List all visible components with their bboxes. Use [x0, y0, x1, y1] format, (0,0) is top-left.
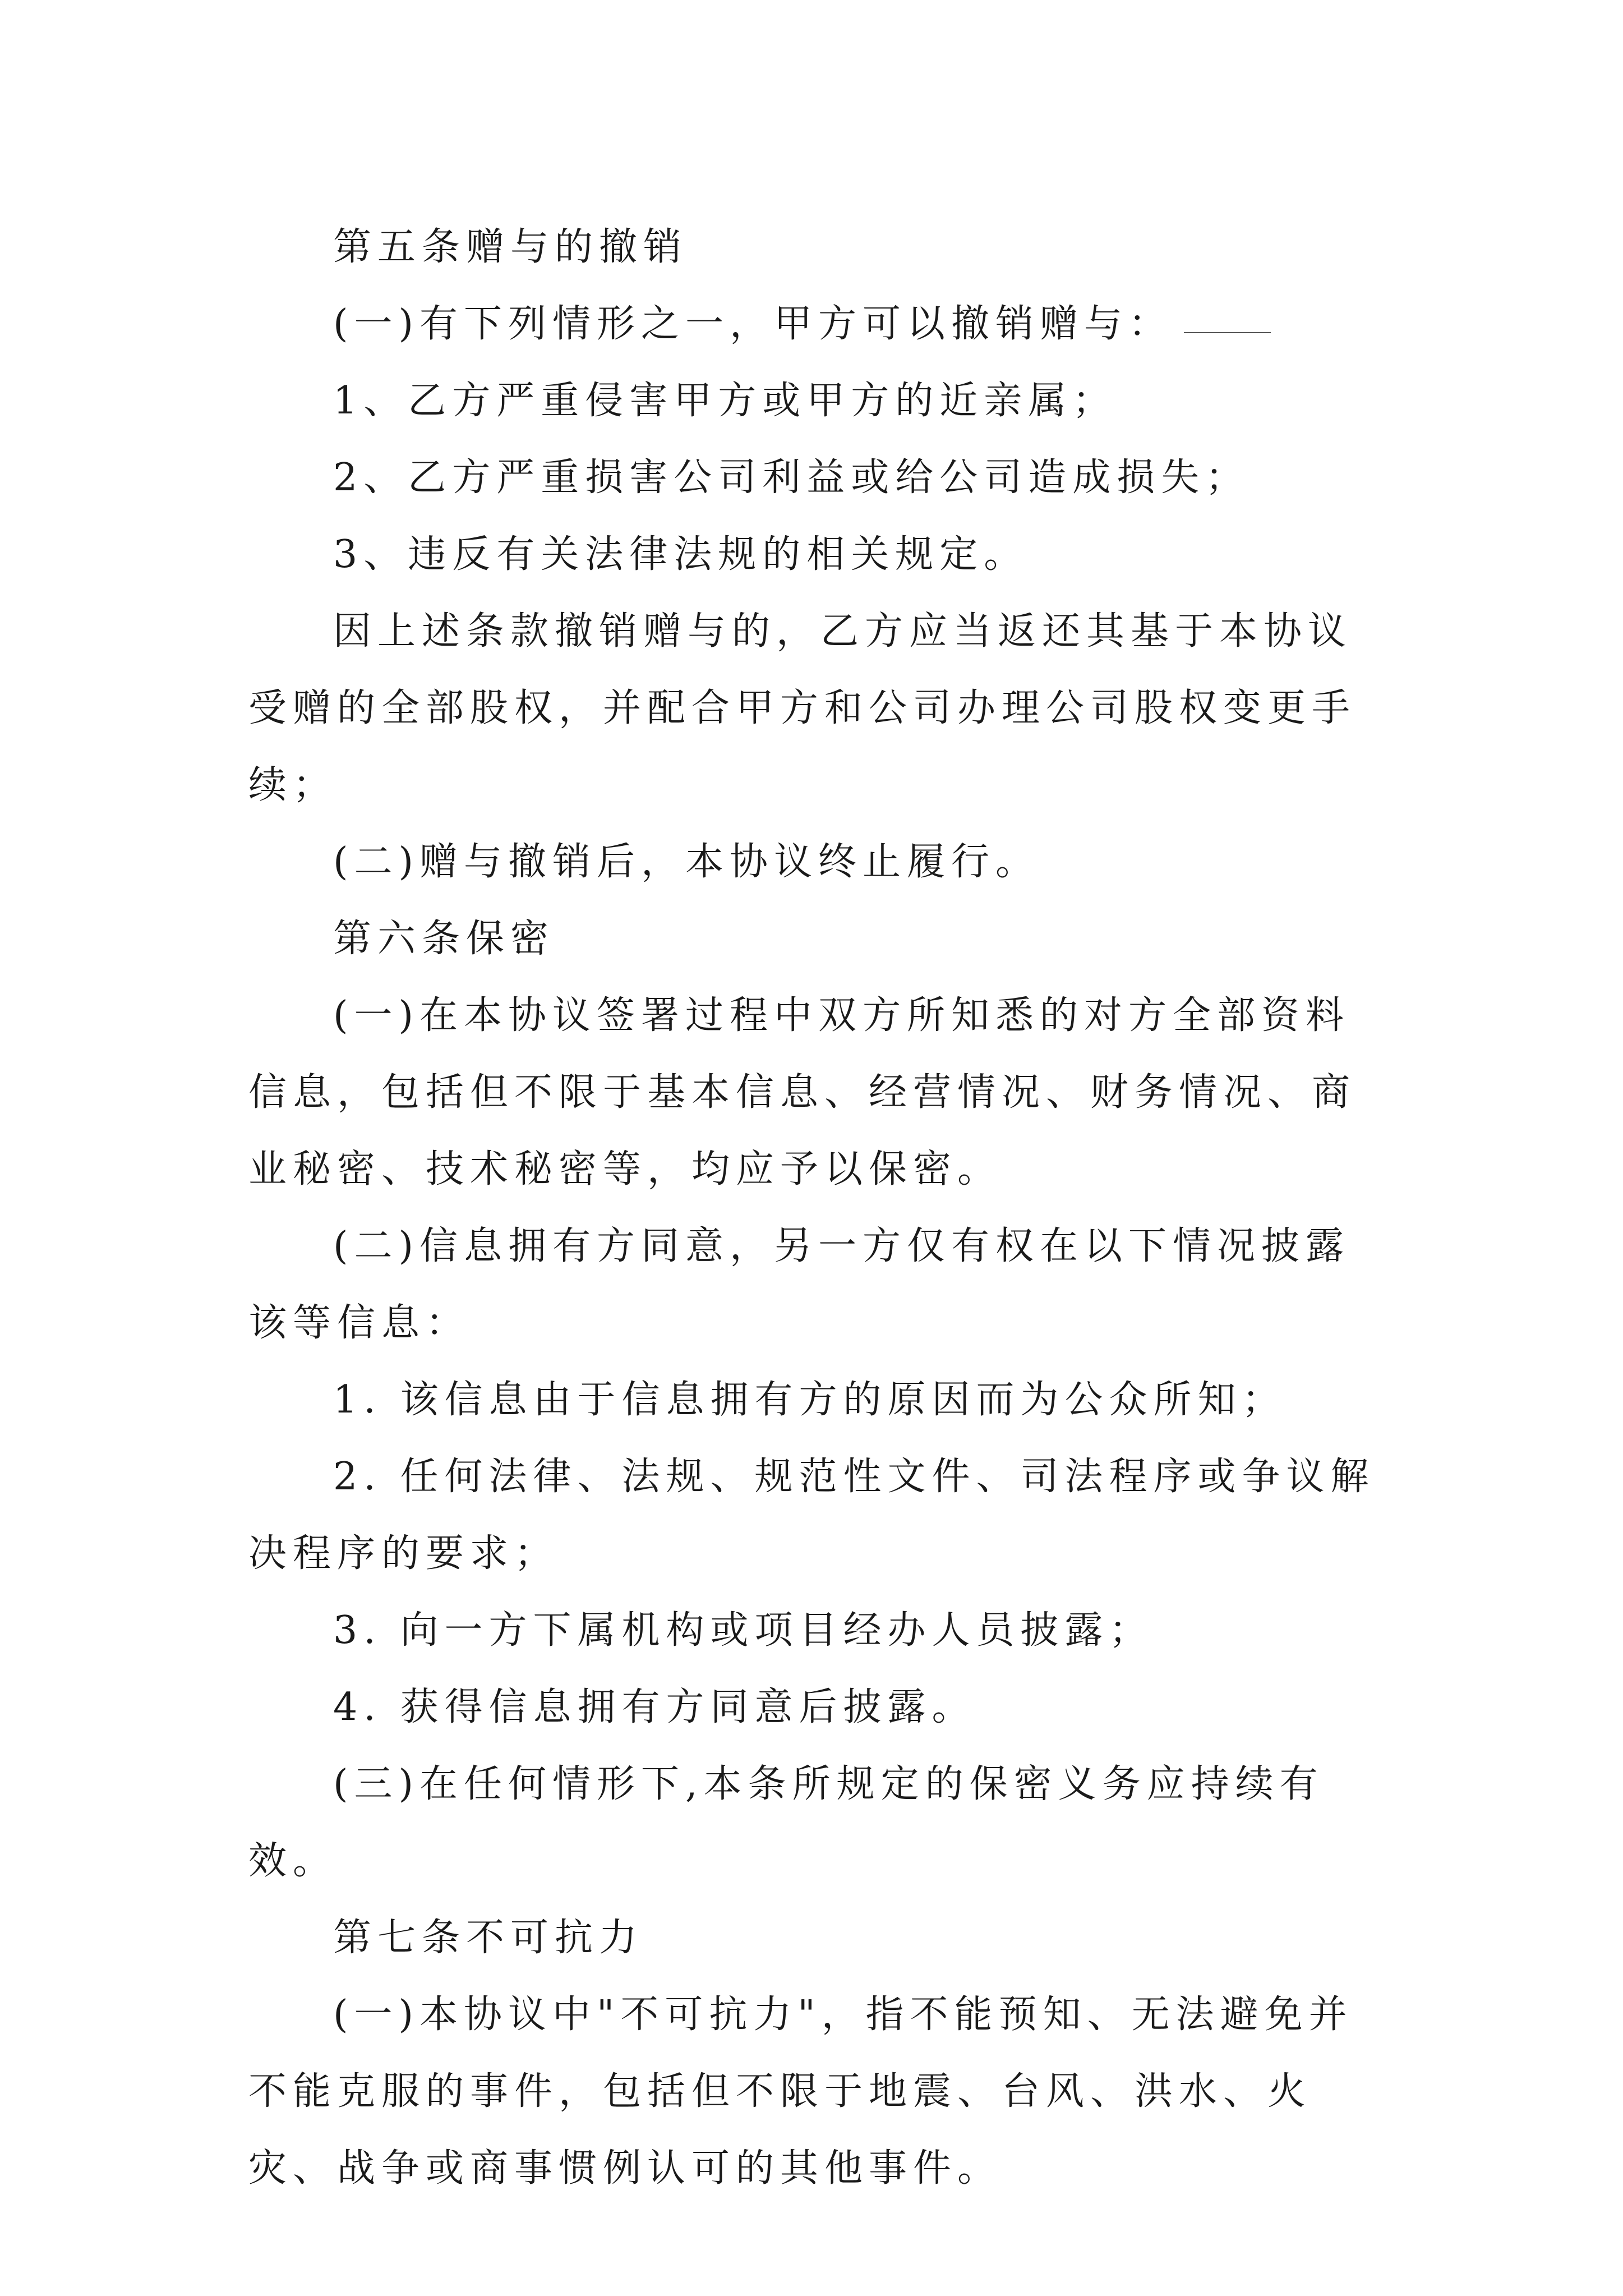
article-5-heading: 第五条赠与的撤销 — [333, 225, 688, 269]
article-6-heading: 第六条保密 — [333, 917, 555, 961]
revocation-consequence: 因上述条款撤销赠与的，乙方应当返还其基于本协议受赠的全部股权，并配合甲方和公司办理公司股权变更手续； — [248, 609, 1357, 807]
disclosure-item-2: 2. 任何法律、法规、规范性文件、司法程序或争议解决程序的要求； — [248, 1455, 1375, 1576]
article-6-clause-1: (一)在本协议签署过程中双方所知悉的对方全部资料信息，包括但不限于基本信息、经营情况、财务情况、商业秘密、技术秘密等，均应予以保密。 — [248, 993, 1357, 1191]
disclosure-item-1: 1. 该信息由于信息拥有方的原因而为公众所知； — [333, 1378, 1287, 1422]
article-7-heading: 第七条不可抗力 — [333, 1916, 644, 1960]
article-6-clause-2: (二)信息拥有方同意，另一方仅有权在以下情况披露该等信息： — [248, 1224, 1350, 1345]
article-5-clause-1 — [248, 286, 1387, 362]
document-body — [248, 209, 1387, 2207]
revocation-item-3: 3、违反有关法律法规的相关规定。 — [333, 532, 1029, 577]
revocation-item-2: 2、乙方严重损害公司利益或给公司造成损失； — [333, 455, 1250, 500]
disclosure-item-3: 3. 向一方下属机构或项目经办人员披露； — [333, 1608, 1154, 1653]
article-5-clause-1-text: (一)有下列情形之一，甲方可以撤销赠与： — [333, 302, 1173, 346]
revocation-item-1: 1、乙方严重侵害甲方或甲方的近亲属； — [333, 379, 1117, 423]
article-5-clause-2: (二)赠与撤销后，本协议终止履行。 — [333, 840, 1040, 884]
article-7-clause-1: (一)本协议中"不可抗力"，指不能预知、无法避免并不能克服的事件，包括但不限于地震、台风、洪水、火灾、战争或商事惯例认可的其他事件。 — [248, 1993, 1353, 2191]
article-6-clause-3: (三)在任何情形下,本条所规定的保密义务应持续有效。 — [248, 1762, 1324, 1883]
fill-in-blank — [1184, 332, 1271, 333]
disclosure-item-4: 4. 获得信息拥有方同意后披露。 — [333, 1685, 976, 1729]
